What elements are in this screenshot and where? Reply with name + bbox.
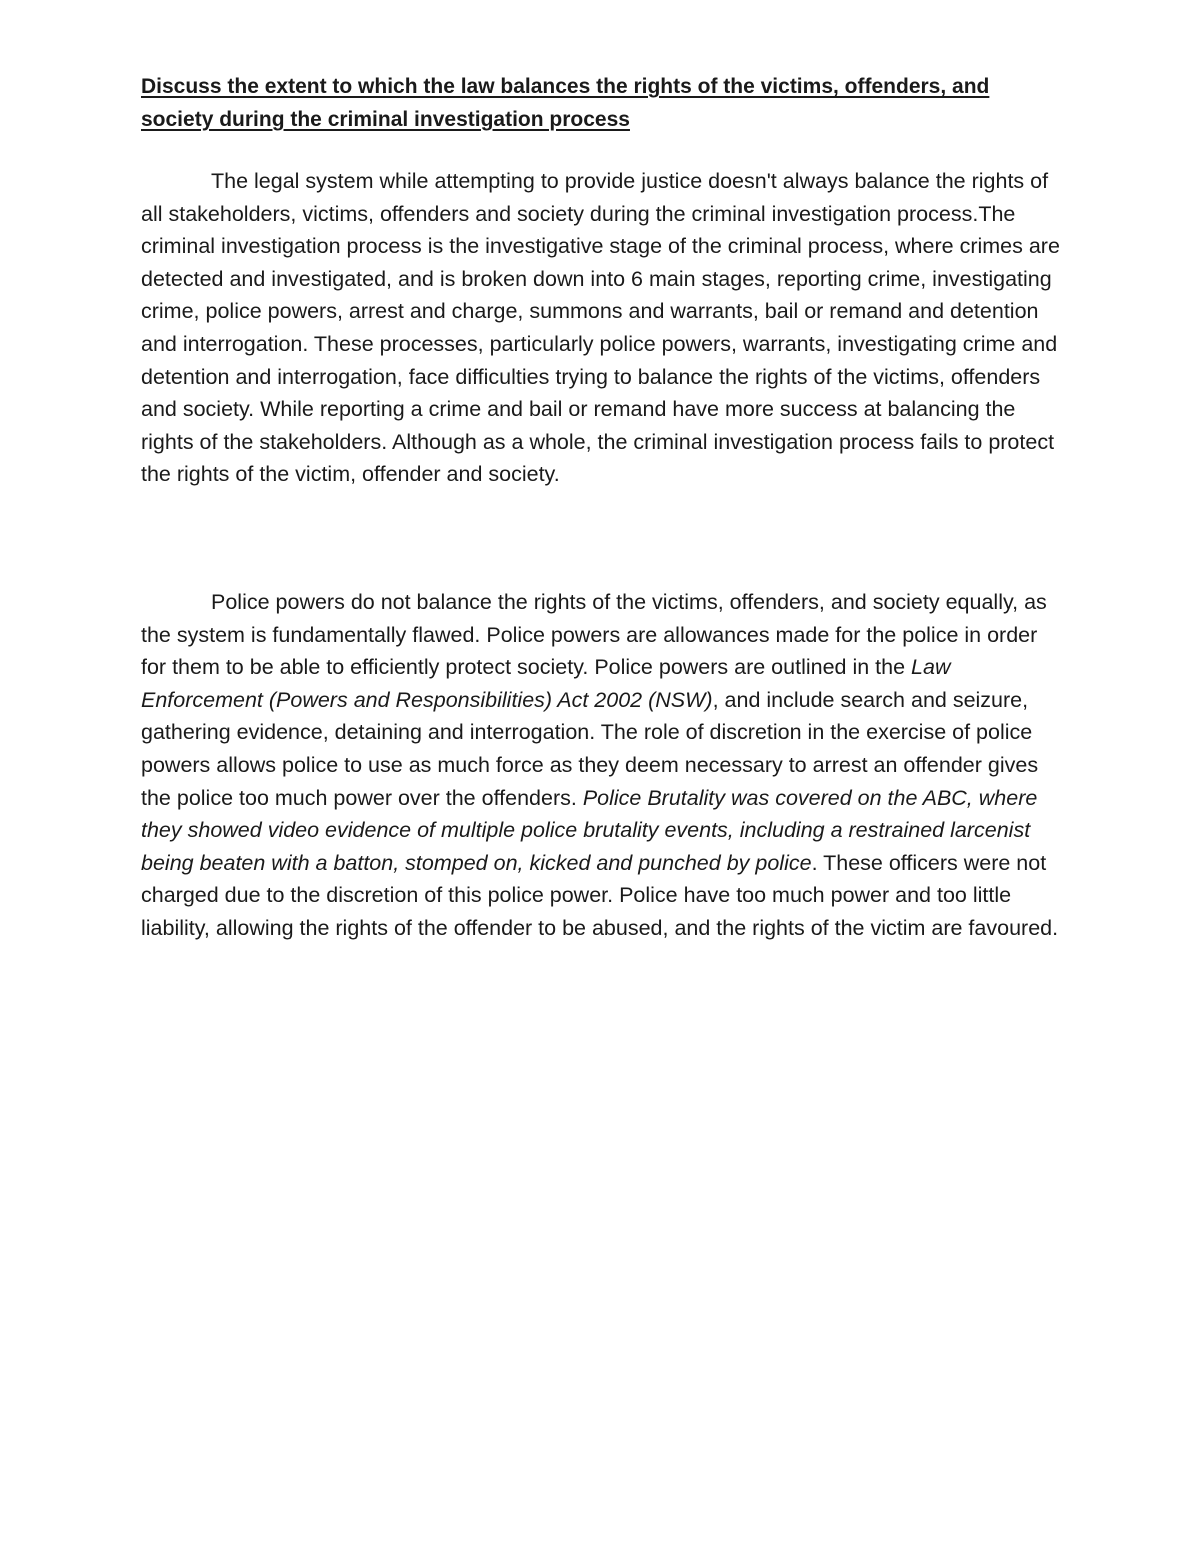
introduction-paragraph: The legal system while attempting to provide justice doesn't always balance the rights of all stakeholders, victims, offenders and society during the criminal investigation process.The criminal investigation process is the investigative stage of the criminal process, where crimes are detected and investigated, and is broken down into 6 main stages, reporting crime, investigating crime, police powers, arrest and charge, summons and warrants, bail or remand and detention and interrogation. These processes, particularly police powers, warrants, investigating crime and detention and interrogation, face difficulties trying to balance the rights of the victims, offenders and society. While reporting a crime and bail or remand have more success at balancing the rights of the stakeholders. Although as a whole, the criminal investigation process fails to protect the rights of the victim, offender and society. xyxy=(141,169,1060,487)
paragraph-text: . These officers were not charged due to the discretion of this police power. Police have too much power and too little liability, allowing the rights of the offender to be abused, and the rights of the victim are favoured. xyxy=(141,850,1059,940)
police-powers-paragraph xyxy=(141,586,1066,945)
document-title: Discuss the extent to which the law balances the rights of the victims, offenders, and society during the criminal investigation process xyxy=(141,75,990,131)
act-citation: Law Enforcement (Powers and Responsibilities) Act 2002 (NSW) xyxy=(141,655,951,712)
example-citation: Police Brutality was covered on the ABC, where they showed video evidence of multiple police brutality events, including a restrained larcenist being beaten with a batton, stomped on, kicked and punched by police xyxy=(141,785,1038,875)
paragraph-text: , and include search and seizure, gathering evidence, detaining and interrogation. The role of discretion in the exercise of police powers allows police to use as much force as they deem necessary to arrest an offender gives the police too much power over the offenders. xyxy=(141,687,1039,810)
paragraph-text: Police powers do not balance the rights of the victims, offenders, and society equally, as the system is fundamentally flawed. Police powers are allowances made for the police in order for them to be able to efficiently protect society. Police powers are outlined in the xyxy=(141,590,1047,680)
